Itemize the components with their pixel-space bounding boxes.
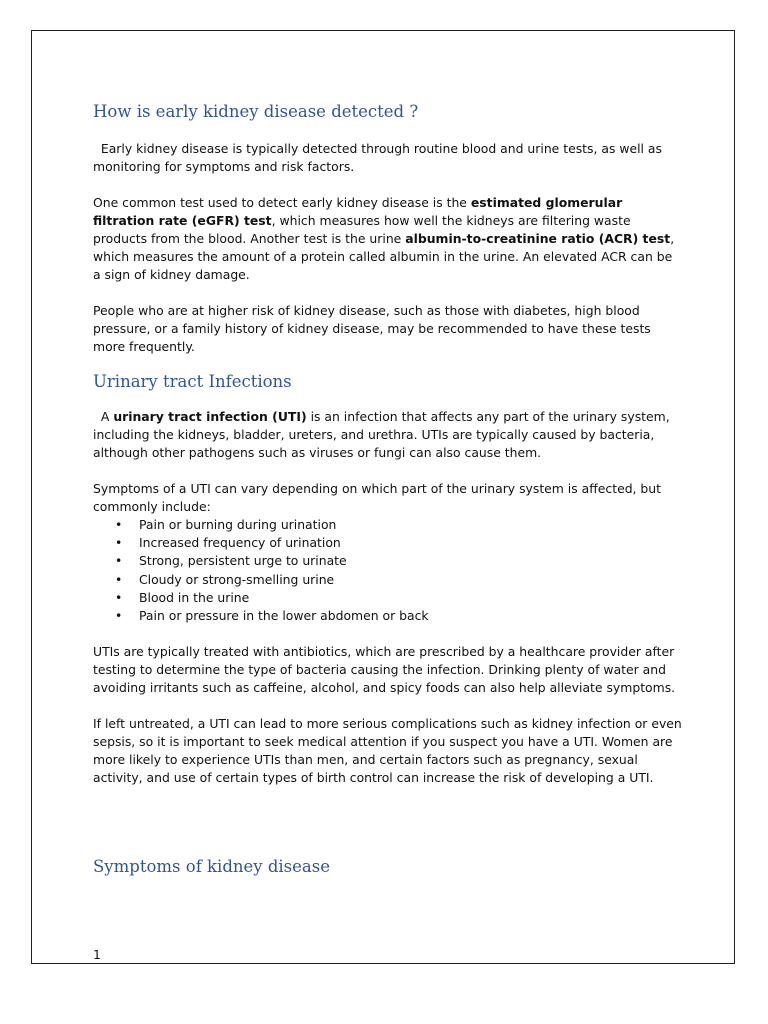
- term-uti: urinary tract infection (UTI): [113, 409, 307, 424]
- term-egfr-test: estimated glomerular filtration rate (eGFR) test: [93, 195, 623, 228]
- list-item: • Strong, persistent urge to urinate: [93, 552, 683, 570]
- list-item: • Blood in the urine: [93, 589, 683, 607]
- list-item: • Pain or pressure in the lower abdomen or back: [93, 607, 683, 625]
- bullet-icon: •: [115, 553, 123, 569]
- paragraph-higher-risk: People who are at higher risk of kidney disease, such as those with diabetes, high blood pressure, or a family history of kidney disease, may be recommended to have these tests more frequently.: [93, 303, 651, 354]
- uti-symptoms-list: [93, 516, 683, 625]
- list-item: • Increased frequency of urination: [93, 534, 683, 552]
- paragraph-uti-treatment: UTIs are typically treated with antibiotics, which are prescribed by a healthcare provider after testing to determine the type of bacteria causing the infection. Drinking plenty of water and avoiding irritants such as caffeine, alcohol, and spicy foods can also help alleviate symptoms.: [93, 644, 676, 696]
- bullet-icon: •: [115, 517, 123, 532]
- paragraph-egfr-acr-tests: One common test used to detect early kidney disease is the estimated glomerular filtration rate (eGFR) test, which measures how well the kidneys are filtering waste products from the blood. Another test is the urine albumin-to-creatinine ratio (ACR) test, which measures the amount of a protein called albumin in the urine. An elevated ACR can be a sign of kidney damage.: [93, 195, 675, 282]
- bullet-icon: •: [115, 608, 123, 624]
- heading-early-detection: How is early kidney disease detected ?: [93, 102, 419, 121]
- paragraph-uti-symptoms-intro: Symptoms of a UTI can vary depending on which part of the urinary system is affected, but commonly include:: [93, 481, 662, 514]
- list-item: • Cloudy or strong-smelling urine: [93, 571, 683, 589]
- page-number: 1: [93, 947, 101, 962]
- term-acr-test: albumin-to-creatinine ratio (ACR) test: [405, 231, 671, 246]
- paragraph-uti-definition: A urinary tract infection (UTI) is an infection that affects any part of the urinary system, including the kidneys, bladder, ureters, and urethra. UTIs are typically caused by bacteria, although other pathogens such as viruses or fungi can also cause them.: [93, 409, 674, 460]
- bullet-icon: •: [115, 589, 123, 605]
- paragraph-uti-complications: If left untreated, a UTI can lead to more serious complications such as kidney infection or even sepsis, so it is important to seek medical attention if you suspect you have a UTI. Women are more likely to experience UTIs than men, and certain factors such as pregnancy, sexual activity, and use of certain types of birth control can increase the risk of developing a UTI.: [93, 716, 682, 786]
- heading-kidney-symptoms: Symptoms of kidney disease: [93, 857, 330, 877]
- heading-uti: Urinary tract Infections: [93, 372, 292, 391]
- list-item: • Pain or burning during urination: [93, 516, 683, 534]
- paragraph-early-detection-intro: Early kidney disease is typically detected through routine blood and urine tests, as well as monitoring for symptoms and risk factors.: [93, 141, 666, 174]
- bullet-icon: •: [115, 535, 123, 551]
- document-body: [93, 100, 683, 879]
- bullet-icon: •: [115, 571, 123, 587]
